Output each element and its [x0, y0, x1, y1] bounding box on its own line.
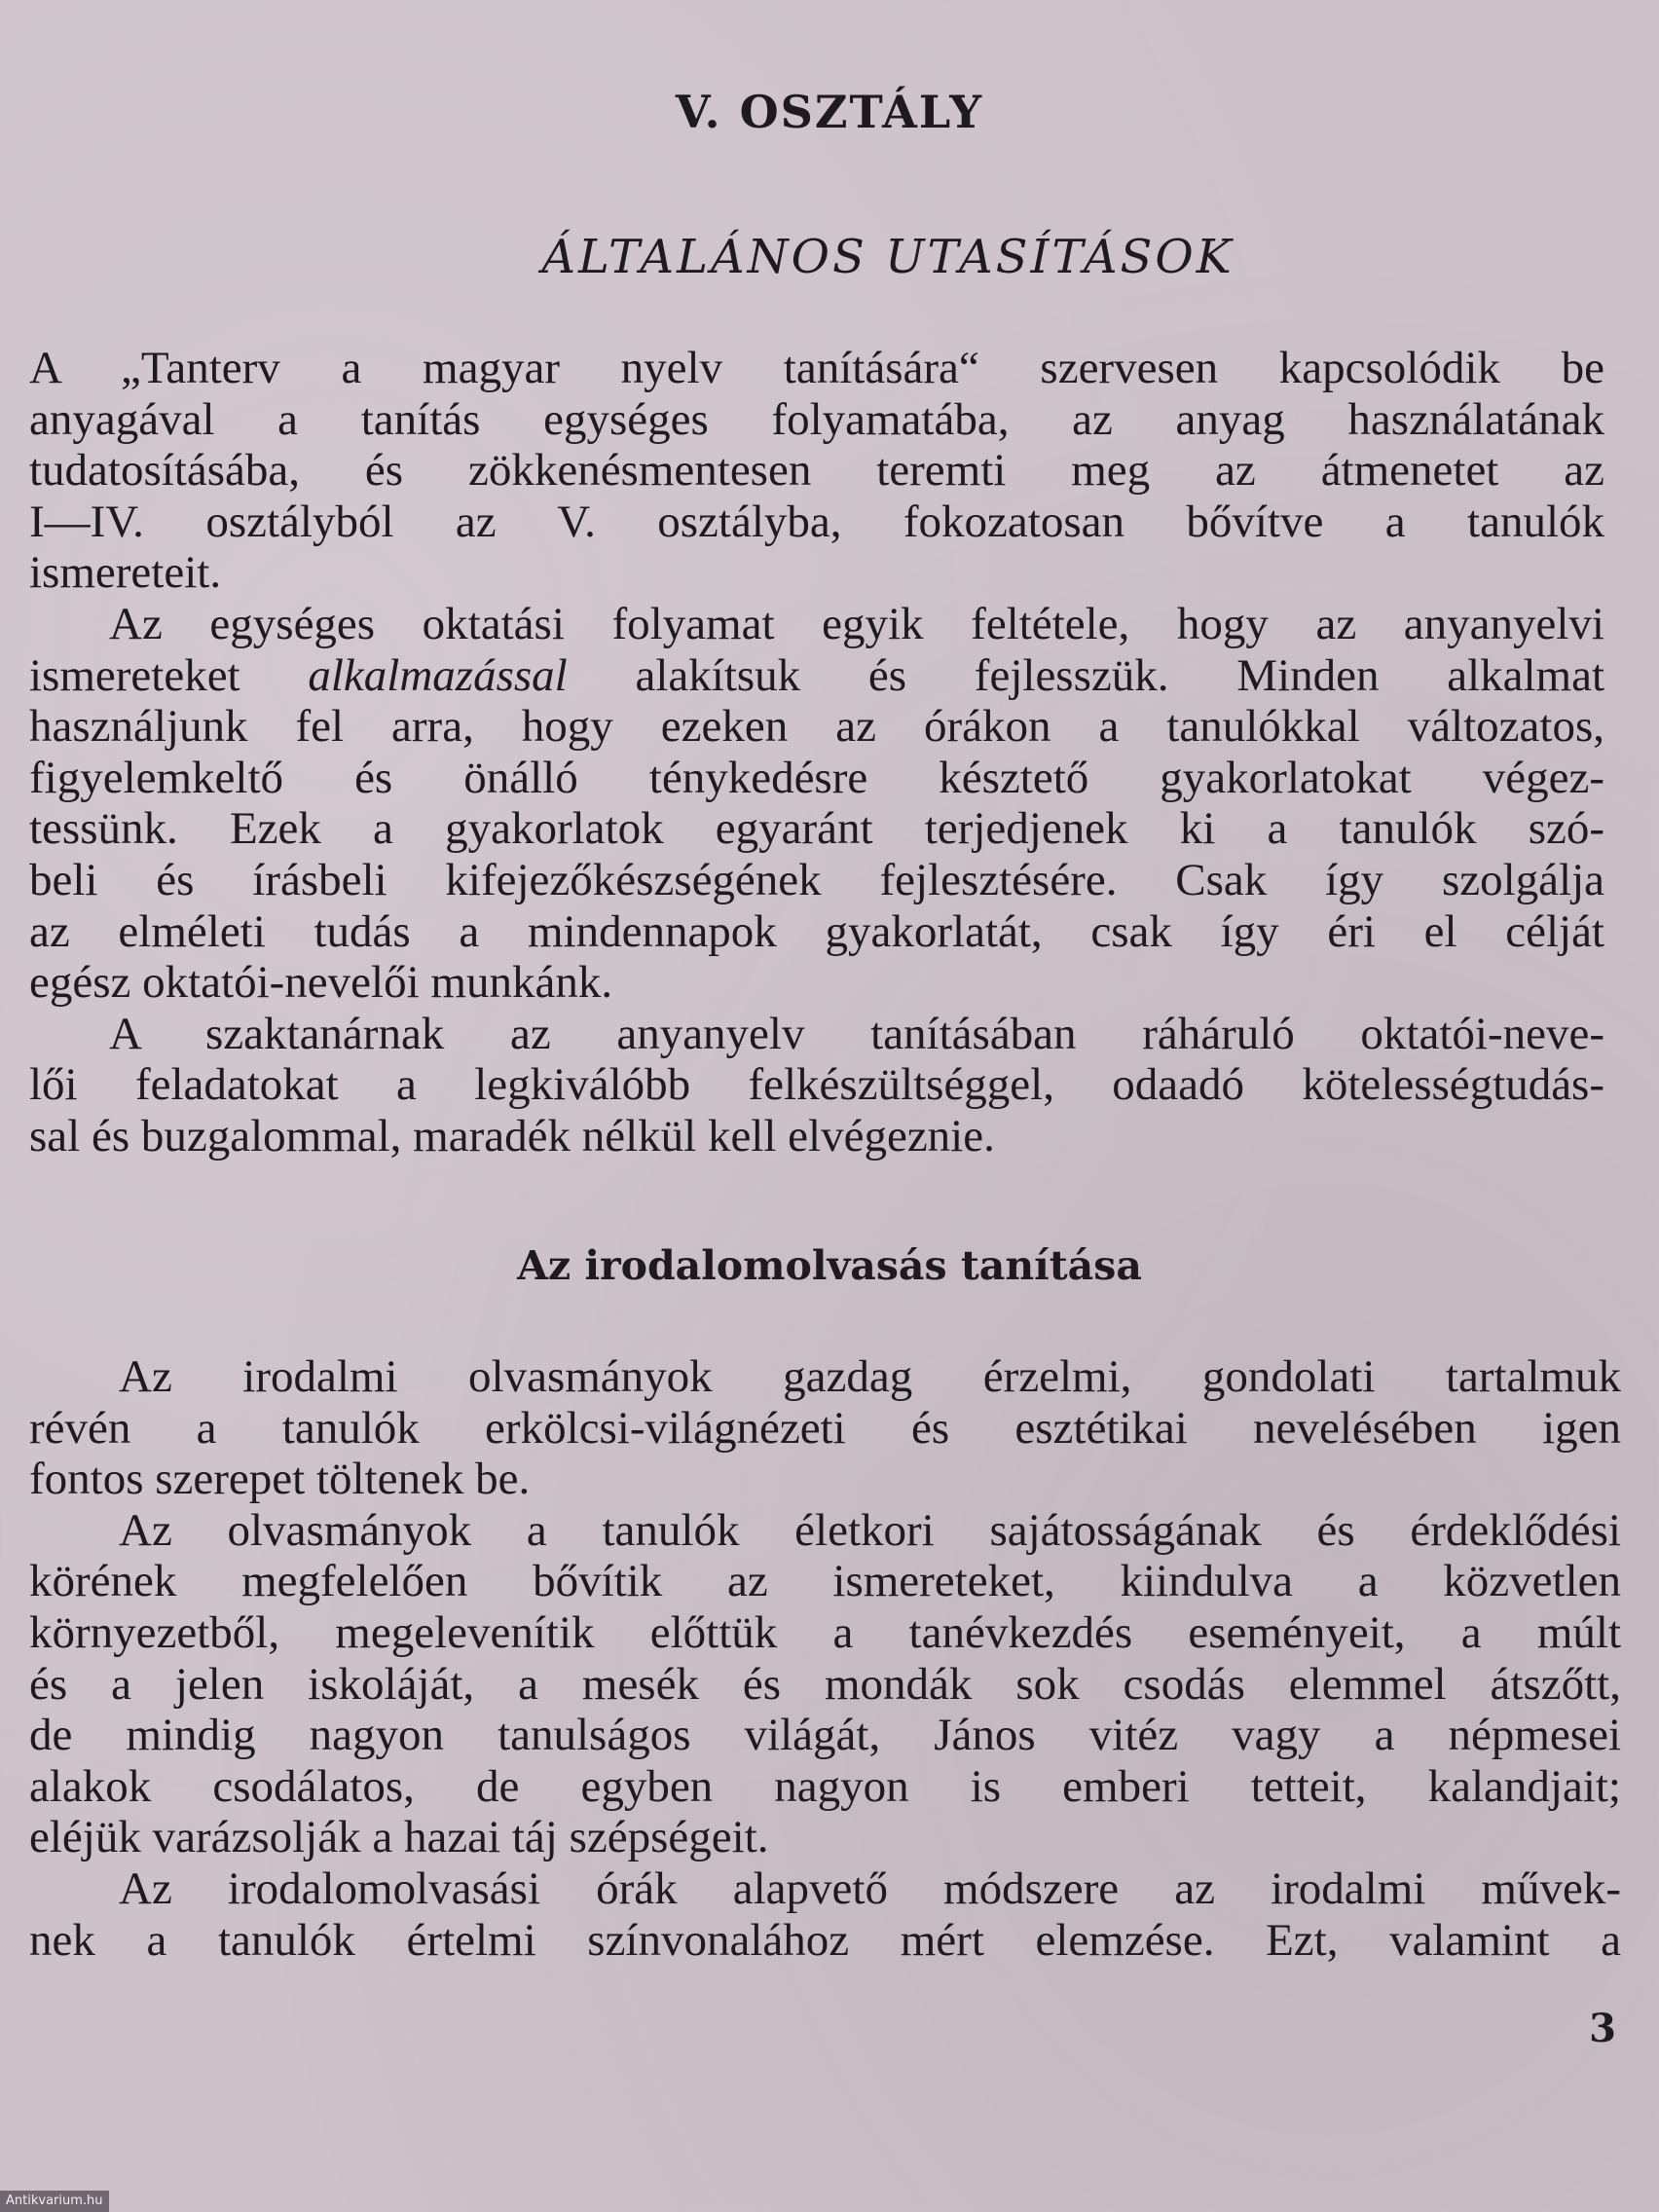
- text-line: az elméleti tudás a mindennapok gyakorlatát, csak így éri el célját: [29, 905, 1604, 957]
- text-line: alakok csodálatos, de egyben nagyon is emberi tetteit, kalandjait;: [29, 1760, 1621, 1812]
- text-line: körének megfelelően bővítik az ismereteket, kiindulva a közvetlen: [29, 1556, 1621, 1607]
- intro-text: [29, 343, 1604, 1162]
- text-line: sal és buzgalommal, maradék nélkül kell elvégeznie.: [29, 1110, 995, 1161]
- text-line: eléjük varázsolják a hazai táj szépségeit.: [29, 1812, 769, 1863]
- text-line: A szaktanárnak az anyanyelv tanításában ráháruló oktatói-neve-: [109, 1008, 1604, 1059]
- subheading: ÁLTALÁNOS UTASÍTÁSOK: [541, 230, 1235, 284]
- text-line: tudatosításába, és zökkenésmentesen teremti meg az átmenetet az: [29, 445, 1604, 497]
- text-fragment: alakítsuk és fejlesszük. Minden alkalmat: [635, 649, 1605, 701]
- text-line: I—IV. osztályból az V. osztályba, fokozatosan bővítve a tanulók: [29, 496, 1604, 547]
- text-line: Az egységes oktatási folyamat egyik feltétele, hogy az anyanyelvi: [109, 598, 1604, 649]
- text-line: Az olvasmányok a tanulók életkori sajátosságának és érdeklődési: [119, 1504, 1621, 1556]
- text-line: környezetből, megelevenítik előttük a tanévkezdés eseményeit, a múlt: [29, 1606, 1621, 1658]
- text-line: Az irodalomolvasási órák alapvető módszere az irodalmi művek-: [119, 1862, 1621, 1914]
- text-line: A „Tanterv a magyar nyelv tanítására“ szervesen kapcsolódik be: [29, 343, 1604, 393]
- text-line: egész oktatói-nevelői munkánk.: [29, 957, 613, 1009]
- text-line: ismereteit.: [29, 547, 222, 599]
- emphasis-word: alkalmazással: [308, 649, 568, 701]
- text-line: Az irodalmi olvasmányok gazdag érzelmi, gondolati tartalmuk: [119, 1351, 1621, 1402]
- text-line: használjunk fel arra, hogy ezeken az órákon a tanulókkal változatos,: [29, 701, 1604, 753]
- text-line: tessünk. Ezek a gyakorlatok egyaránt terjedjenek ki a tanulók szó-: [29, 803, 1604, 855]
- text-line: fontos szerepet töltenek be.: [29, 1454, 531, 1505]
- text-line: és a jelen iskoláját, a mesék és mondák sok csodás elemmel átszőtt,: [29, 1658, 1621, 1710]
- text-line: lői feladatokat a legkiválóbb felkészültséggel, odaadó kötelességtudás-: [29, 1059, 1604, 1111]
- text-line: beli és írásbeli kifejezőkészségének fejlesztésére. Csak így szolgálja: [29, 854, 1604, 905]
- section-text: [29, 1351, 1621, 1966]
- source-watermark: Antikvarium.hu: [0, 2191, 109, 2212]
- text-line: de mindig nagyon tanulságos világát, János vitéz vagy a népmesei: [29, 1710, 1621, 1761]
- page-number: 3: [1589, 2006, 1616, 2051]
- text-line: [29, 650, 1604, 702]
- text-fragment: ismereteket: [29, 649, 240, 701]
- text-line: anyagával a tanítás egységes folyamatába, az anyag használatának: [29, 393, 1604, 445]
- text-line: figyelemkeltő és önálló ténykedésre késztető gyakorlatokat végez-: [29, 752, 1604, 803]
- chapter-heading: V. OSZTÁLY: [675, 86, 984, 138]
- section-heading: Az irodalomolvasás tanítása: [517, 1242, 1142, 1289]
- text-line: nek a tanulók értelmi színvonalához mért elemzése. Ezt, valamint a: [29, 1914, 1621, 1966]
- text-line: révén a tanulók erkölcsi-világnézeti és esztétikai nevelésében igen: [29, 1402, 1621, 1454]
